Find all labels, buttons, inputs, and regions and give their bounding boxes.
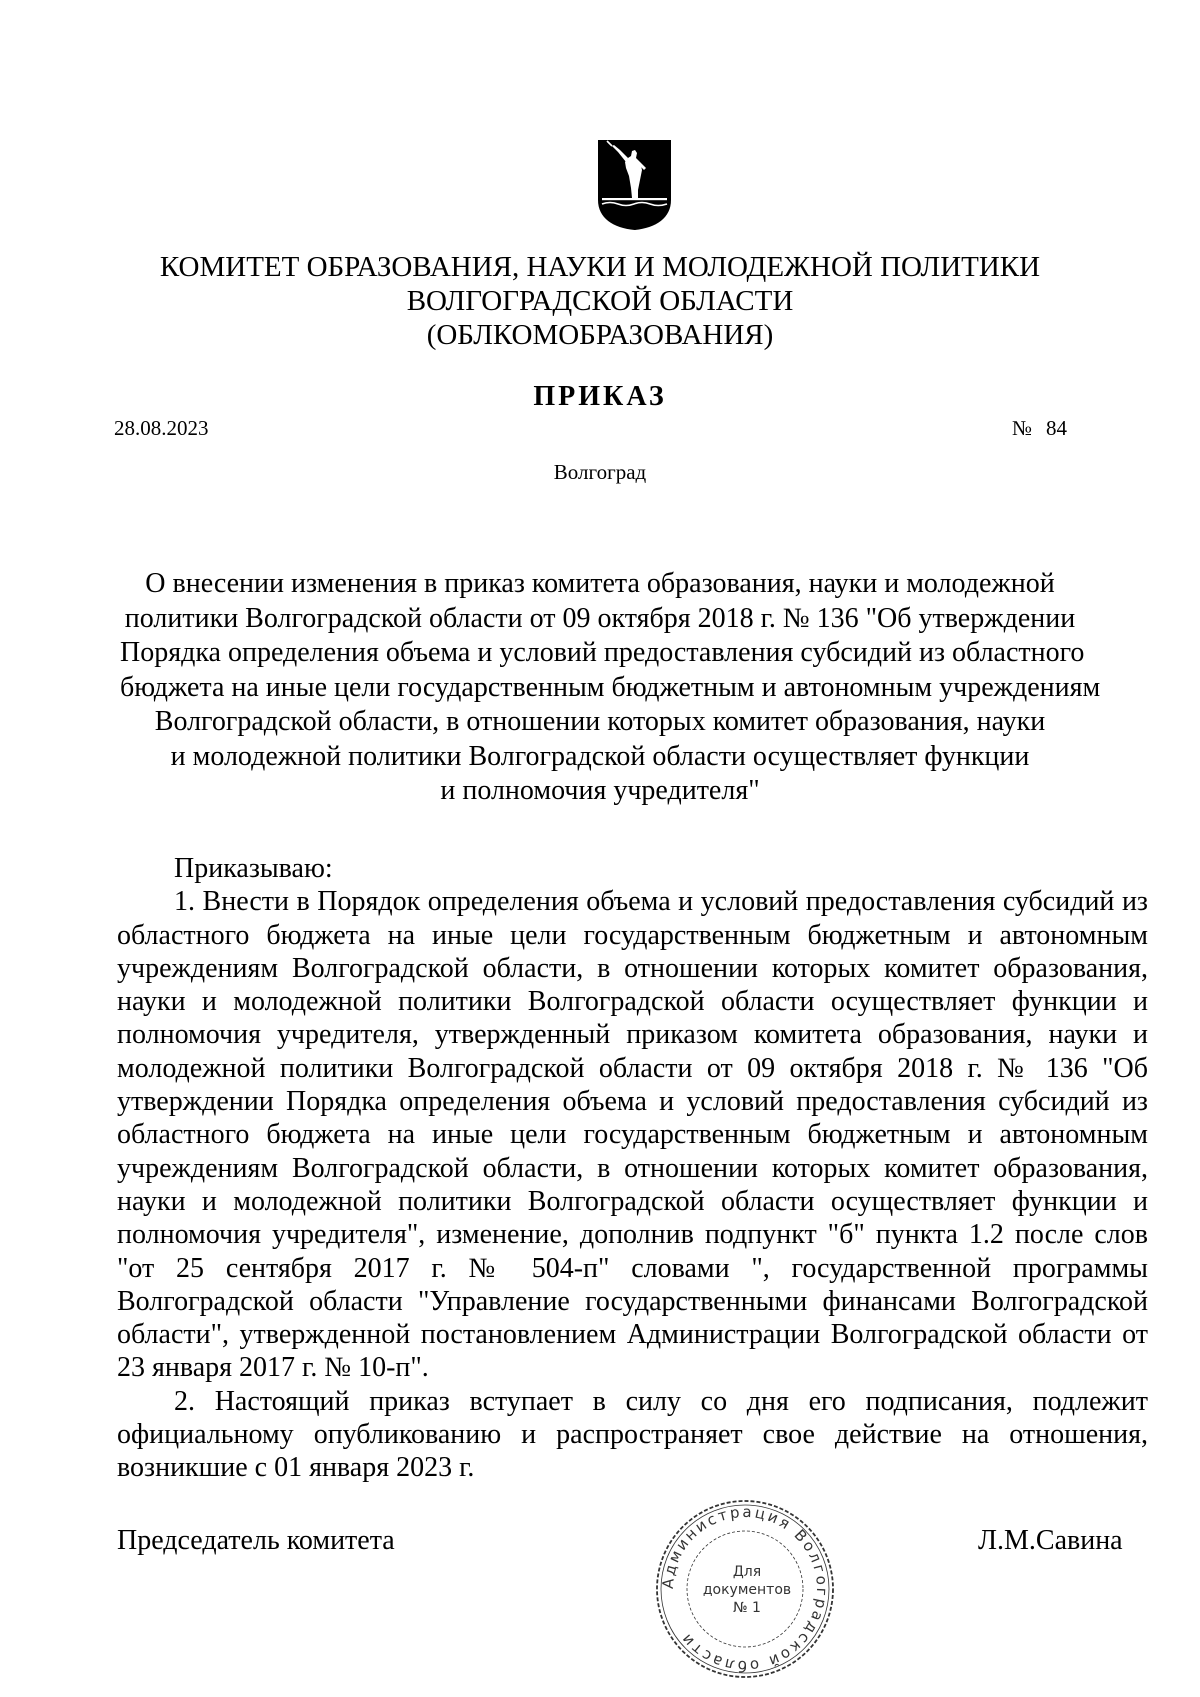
organization-header: [120, 250, 1080, 352]
org-line: (ОБЛКОМОБРАЗОВАНИЯ): [426, 319, 774, 351]
official-seal: [650, 1494, 840, 1684]
subject-line: бюджета на иные цели государственным бюджетным и автономным учреждениям: [120, 671, 1101, 703]
item-1-paragraph: 1. Внести в Порядок определения объема и условий предоставления субсидий из областного бюджета на иные цели государственным бюджетным и автономным учреждениям Волгоградской области, в отношении которых комитет образования, науки и молодежной политики Волгоградской области осуществляет функции и полномочия учредителя, утвержденный приказом комитета образования, науки и молодежной политики Волгоградской области от 09 октября 2018 г. № 136 "Об утверждении Порядка определения объема и условий предоставления субсидий из областного бюджета на иные цели государственным бюджетным и автономным учреждениям Волгоградской области, в отношении которых комитет образования, науки и молодежной политики Волгоградской области осуществляет функции и полномочия учредителя", изменение, дополнив подпункт "б" пункта 1.2 после слов "от 25 сентября 2017 г. № 504-п" словами ", государственной программы Волгоградской области "Управление государственными финансами Волгоградской области", утвержденной постановлением Администрации Волгоградской области от 23 января 2017 г. № 10-п".: [117, 886, 1148, 1384]
seal-line-3: № 1: [733, 1600, 761, 1616]
number-sign: №: [1012, 416, 1033, 440]
order-body: [117, 852, 1148, 1485]
signer-position: Председатель комитета: [117, 1525, 395, 1556]
order-title: ПРИКАЗ: [533, 381, 667, 412]
item-2-paragraph: 2. Настоящий приказ вступает в силу со дня его подписания, подлежит официальному опубликованию и распространяет свое действие на отношения, возникшие с 01 января 2023 г.: [117, 1385, 1148, 1484]
seal-line-1: Для: [732, 1564, 762, 1580]
org-line: КОМИТЕТ ОБРАЗОВАНИЯ, НАУКИ И МОЛОДЕЖНОЙ ПОЛИТИКИ: [159, 251, 1041, 283]
subject-line: О внесении изменения в приказ комитета образования, науки и молодежной: [145, 568, 1055, 599]
order-city: Волгоград: [553, 460, 647, 484]
preamble: Приказываю:: [174, 853, 333, 884]
order-date: 28.08.2023: [114, 416, 209, 440]
number-value: 84: [1046, 416, 1068, 440]
order-subject: [120, 567, 1101, 809]
subject-line: Волгоградской области, в отношении которых комитет образования, науки: [154, 706, 1046, 737]
subject-line: и полномочия учредителя": [440, 775, 760, 806]
signer-name: Л.М.Савина: [978, 1525, 1123, 1556]
order-number: [1012, 416, 1067, 441]
volgograd-emblem-icon: [596, 138, 673, 232]
subject-line: Порядка определения объема и условий предоставления субсидий из областного: [120, 637, 1085, 668]
org-line: ВОЛГОГРАДСКОЙ ОБЛАСТИ: [406, 285, 794, 317]
seal-line-2: документов: [702, 1582, 792, 1598]
subject-line: политики Волгоградской области от 09 октября 2018 г. № 136 "Об утверждении: [124, 602, 1076, 634]
subject-line: и молодежной политики Волгоградской области осуществляет функции: [170, 740, 1030, 772]
seal-ring-text: Администрация Волгоградской области: [658, 1502, 832, 1676]
